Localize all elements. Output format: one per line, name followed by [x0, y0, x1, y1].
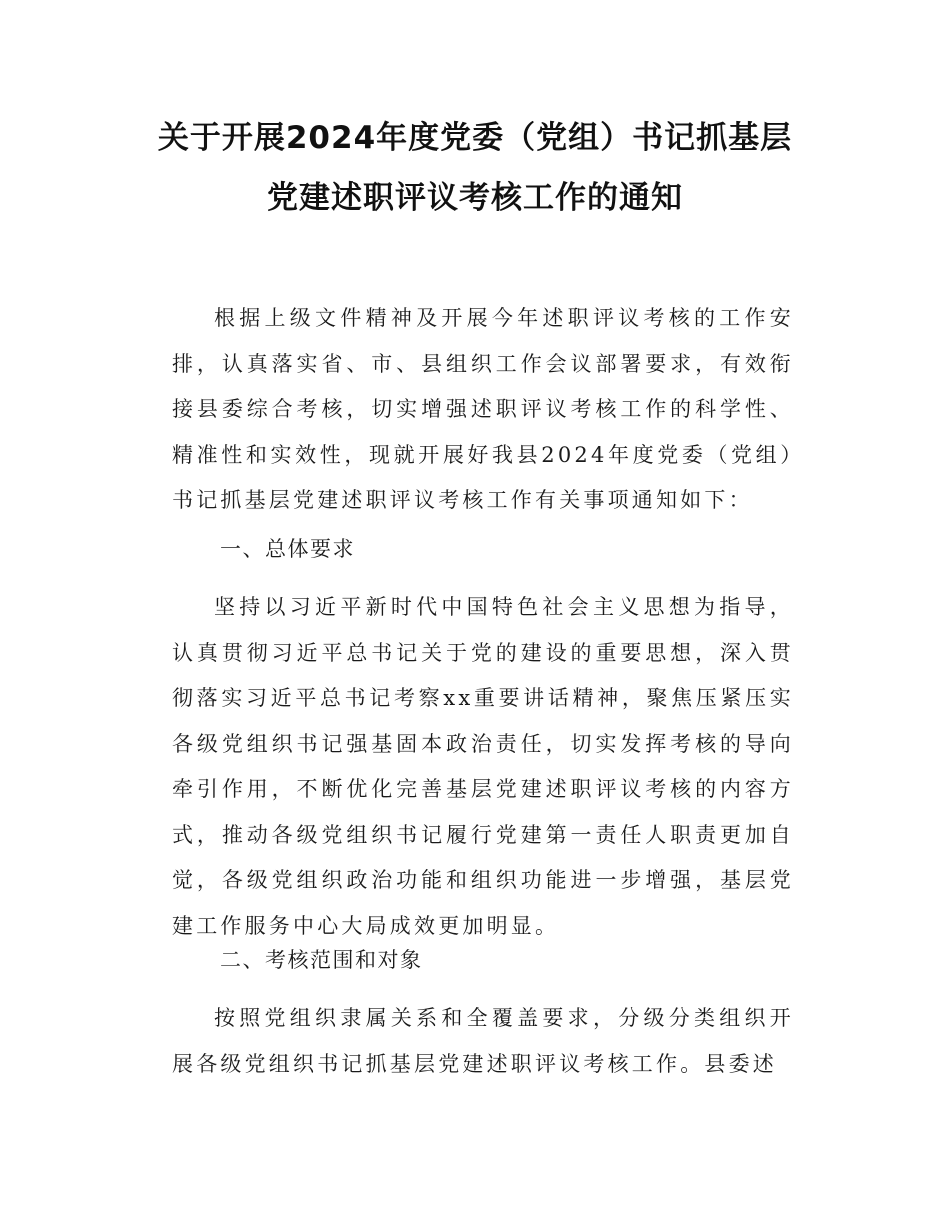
section-heading-2: 二、考核范围和对象 — [220, 948, 423, 972]
document-title-line-2: 党建述职评议考核工作的通知 — [267, 180, 683, 216]
document-title-line-1: 关于开展2024年度党委（党组）书记抓基层 — [157, 120, 793, 156]
section-body-1: 坚持以习近平新时代中国特色社会主义思想为指导，认真贯彻习近平总书记关于党的建设的重要思想，深入贯彻落实习近平总书记考察xx重要讲话精神，聚焦压紧压实各级党组织书记强基固本政治责任，切实发挥考核的导向牵引作用，不断优化完善基层党建述职评议考核的内容方式，推动各级党组织书记履行党建第一责任人职责更加自觉，各级党组织政治功能和组织功能进一步增强，基层党建工作服务中心大局成效更加明显。 — [172, 595, 794, 938]
intro-paragraph: 根据上级文件精神及开展今年述职评议考核的工作安排，认真落实省、市、县组织工作会议部署要求，有效衔接县委综合考核，切实增强述职评议考核工作的科学性、精准性和实效性，现就开展好我县2024年度党委（党组）书记抓基层党建述职评议考核工作有关事项通知如下： — [172, 306, 794, 512]
section-heading-1: 一、总体要求 — [220, 537, 355, 561]
section-body-2: 按照党组织隶属关系和全覆盖要求，分级分类组织开展各级党组织书记抓基层党建述职评议考核工作。县委述 — [172, 1006, 794, 1076]
